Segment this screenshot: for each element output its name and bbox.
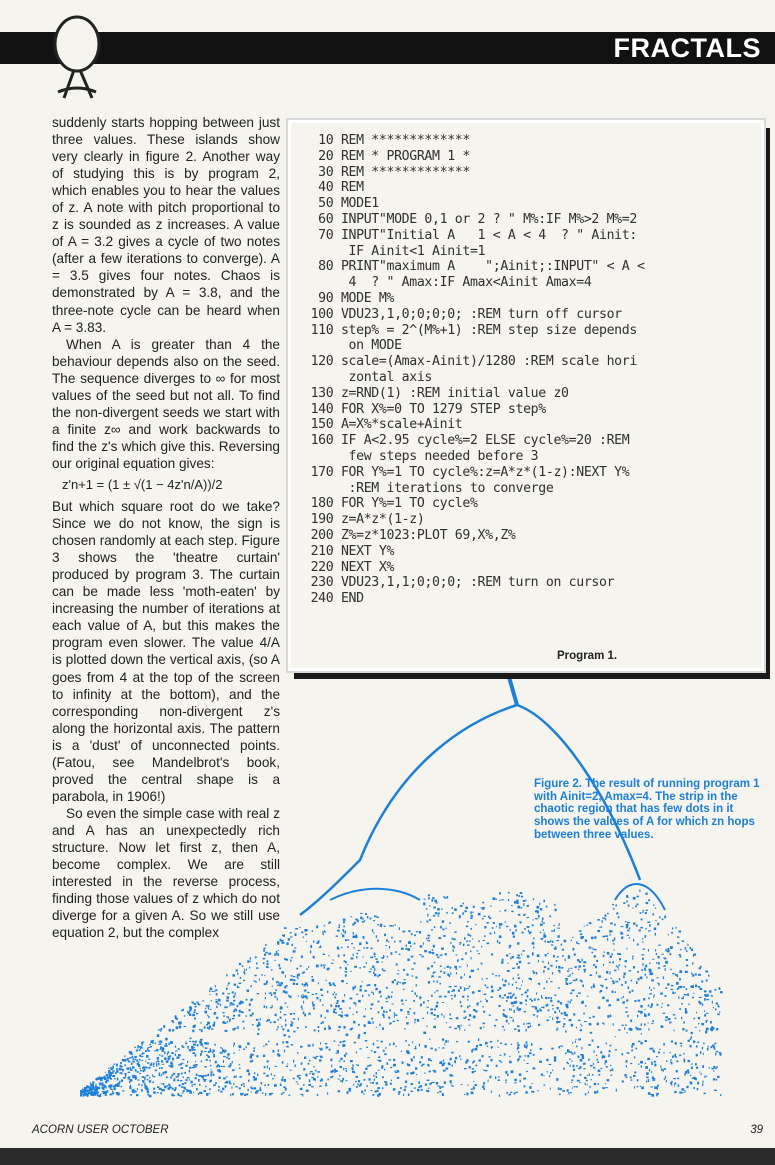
q-magnifier-logo-icon bbox=[44, 8, 114, 100]
footer-publication: ACORN USER OCTOBER bbox=[32, 1124, 169, 1136]
code-line: :REM iterations to converge bbox=[303, 480, 554, 496]
code-line: 30 REM ************* bbox=[303, 164, 470, 180]
code-line: 90 MODE M% bbox=[303, 290, 395, 306]
code-line: 110 step% = 2^(M%+1) :REM step size depends bbox=[303, 322, 637, 338]
equation: z'n+1 = (1 ± √(1 − 4z'n/A))/2 bbox=[62, 476, 223, 492]
code-line: zontal axis bbox=[303, 369, 433, 385]
code-line: 10 REM ************* bbox=[303, 133, 470, 148]
code-line: 210 NEXT Y% bbox=[303, 543, 395, 559]
code-line: 200 Z%=z*1023:PLOT 69,X%,Z% bbox=[303, 527, 516, 543]
section-title: FRACTALS bbox=[613, 33, 761, 63]
page-number: 39 bbox=[750, 1124, 763, 1136]
program-listing-box bbox=[288, 120, 764, 671]
code-line: 4 ? " Amax:IF Amax<Ainit Amax=4 bbox=[303, 275, 592, 291]
article-column bbox=[52, 114, 280, 941]
program-code bbox=[303, 133, 755, 607]
program-caption: Program 1. bbox=[557, 650, 618, 662]
code-line: 180 FOR Y%=1 TO cycle% bbox=[303, 496, 478, 512]
code-line: 50 MODE1 bbox=[303, 196, 379, 212]
code-line: 130 z=RND(1) :REM initial value z0 bbox=[303, 385, 569, 401]
code-line: 120 scale=(Amax-Ainit)/1280 :REM scale hori bbox=[303, 354, 637, 370]
code-line: 170 FOR Y%=1 TO cycle%:z=A*z*(1-z):NEXT Y% bbox=[303, 464, 630, 480]
code-line: 100 VDU23,1,0;0;0;0; :REM turn off cursor bbox=[303, 306, 622, 322]
code-line: 190 z=A*z*(1-z) bbox=[303, 512, 425, 528]
code-line: 230 VDU23,1,1;0;0;0; :REM turn on cursor bbox=[303, 575, 615, 591]
code-line: 70 INPUT"Initial A 1 < A < 4 ? " Ainit: bbox=[303, 227, 637, 243]
code-line: few steps needed before 3 bbox=[303, 448, 539, 464]
code-line: 40 REM bbox=[303, 180, 364, 196]
code-line: 60 INPUT"MODE 0,1 or 2 ? " M%:IF M%>2 M%=2 bbox=[303, 211, 637, 227]
paragraph-3: But which square root do we take? Since we do not know, the sign is chosen randomly at each step. Figure 3 shows the 'theatre curtain' produced by program 3. The curtain can be made less 'moth-eaten' by increasing the number of iterations at each value of A, but this makes the program even slower. The value 4/A is plotted down the vertical axis, (so A goes from 4 at the top of the screen to infinity at the bottom), and the corresponding non-divergent z's along the horizontal axis. The pattern is a 'dust' of unconnected points. (Fatou, see Mandelbrot's book, proved the central shape is a parabola, in 1906!) bbox=[52, 499, 280, 804]
code-line: IF Ainit<1 Ainit=1 bbox=[303, 243, 486, 259]
code-line: on MODE bbox=[303, 338, 402, 354]
paragraph-1: suddenly starts hopping between just three values. These islands show very clearly in figure 2. Another way of studying this is by program 2, which enables you to hear the values of z. A note with pitch proportional to z is sounded as z increases. A value of A = 3.2 gives a cycle of two notes (after a few iterations to converge). A = 3.5 gives four notes. Chaos is demonstrated by A = 3.8, and the three-note cycle can be heard when A = 3.83. bbox=[52, 115, 280, 335]
code-line: 150 A=X%*scale+Ainit bbox=[303, 417, 463, 433]
code-line: 140 FOR X%=0 TO 1279 STEP step% bbox=[303, 401, 546, 417]
bottom-bar bbox=[0, 1148, 775, 1165]
code-line: 160 IF A<2.95 cycle%=2 ELSE cycle%=20 :REM bbox=[303, 433, 630, 449]
paragraph-4: So even the simple case with real z and A has an unexpectedly rich structure. Now let first z, then A, become complex. We are still interested in the reverse process, finding those values of z which do not diverge for a given A. So we still use equation 2, but the complex bbox=[52, 805, 280, 941]
code-line: 240 END bbox=[303, 591, 364, 607]
code-line: 220 NEXT X% bbox=[303, 559, 395, 575]
code-line: 20 REM * PROGRAM 1 * bbox=[303, 148, 470, 164]
figure-caption: Figure 2. The result of running program 1 with Ainit=2, Amax=4. The strip in the chaotic region that has few dots in it shows the values of A for which zn hops between three values. bbox=[534, 778, 760, 841]
paragraph-2: When A is greater than 4 the behaviour depends also on the seed. The sequence diverges to ∞ for most values of the seed but not all. To find the non-divergent seeds we start with a finite z∞ and work backwards to find the z's which give this. Reversing our original equation gives: bbox=[52, 336, 280, 471]
code-line: 80 PRINT"maximum A ";Ainit;:INPUT" < A < bbox=[303, 259, 645, 275]
